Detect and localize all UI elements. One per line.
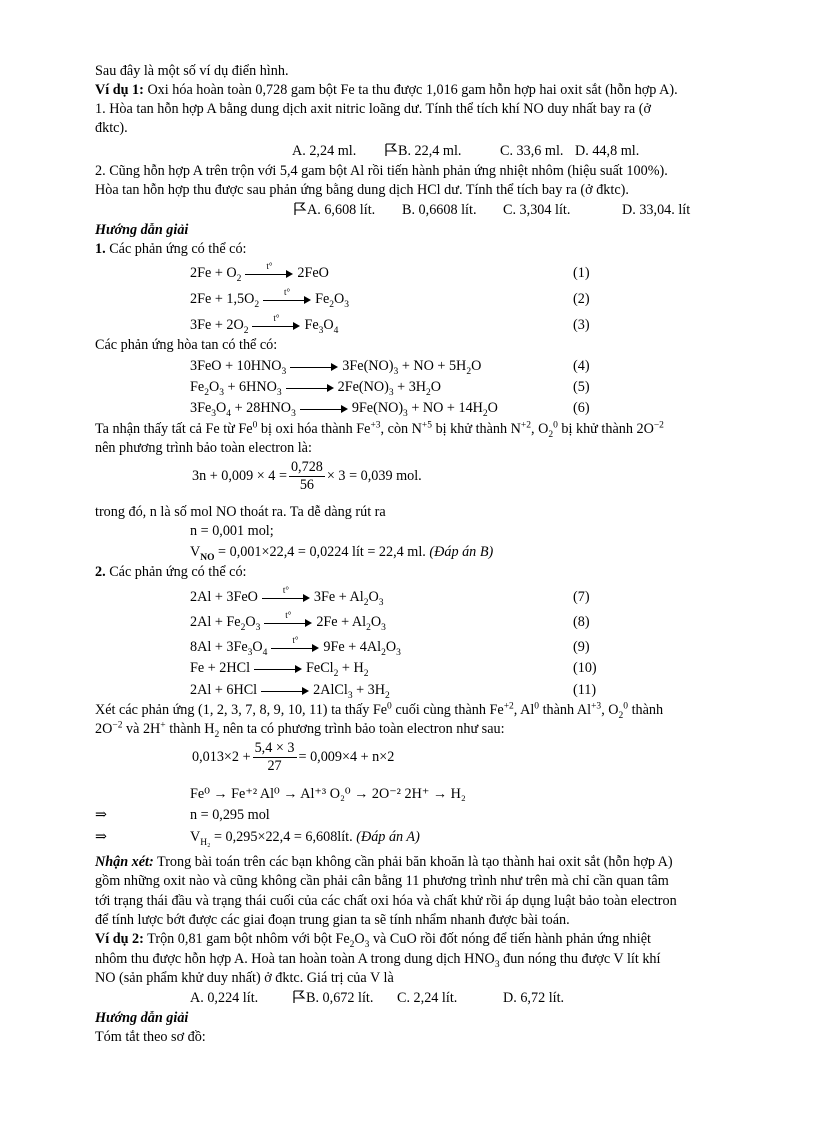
implies-symbol: ⇒: [95, 829, 107, 845]
example-2-line-1: Ví dụ 2: Trộn 0,81 gam bột nhôm với bột $Fe_2O_3$ và CuO rồi đốt nóng để tiến hành phản ứng nhiệt: [95, 931, 651, 950]
fraction: $\frac{5,4 \times 3}{27}$: [254, 740, 295, 774]
reaction-number: (3): [573, 317, 590, 333]
arrow-icon: t°: [245, 269, 293, 279]
section-heading: Hướng dẫn giải: [95, 222, 189, 238]
example-2-line-2: nhôm thu được hỗn hợp A. Hoà tan hoàn toàn A trong dung dịch $HNO_3$ đun nóng thu được V lít khí: [95, 951, 661, 970]
equation-2: 0,013×2 + $\frac{5,4 \times 3}{27}$ = 0,009×4 + n×2: [192, 740, 395, 774]
intro-line: Sau đây là một số ví dụ điển hình.: [95, 63, 289, 79]
answer-option-a: A. 6,608 lít.: [293, 201, 375, 219]
answer-option-c: C. 33,6 ml.: [500, 143, 564, 159]
question-1-line-2: đktc).: [95, 120, 128, 136]
answer-option-b: B. 0,672 lít.: [292, 989, 373, 1007]
electron-note-2-line-2: $2O^{-2}$ và 2H+ thành $H_2$ nên ta có phương trình bảo toàn electron như sau:: [95, 720, 505, 740]
answer-option-b: B. 22,4 ml.: [384, 142, 461, 160]
example-1-label: Ví dụ 1:: [95, 82, 144, 98]
arrow-icon: t°: [264, 618, 312, 628]
arrow-icon: [286, 383, 334, 393]
reaction-8: $2Al + Fe_2O_3$ t° $2Fe + Al_2O_3$: [190, 609, 386, 633]
arrow-icon: [300, 404, 348, 414]
fraction: $\frac{0,728}{56}$: [290, 459, 323, 493]
example-2-line-3: NO (sản phẩm khử duy nhất) ở đktc. Giá trị của V là: [95, 970, 394, 986]
answer-option-c: C. 3,304 lít.: [503, 202, 571, 218]
reaction-10: Fe + 2HCl FeCl$_2$ + $H_2$: [190, 660, 369, 679]
reaction-number: (9): [573, 639, 590, 655]
question-2-line-1: 2. Cũng hỗn hợp A trên trộn với 5,4 gam bột Al rồi tiến hành phản ứng nhiệt nhôm (hiệu suất 100%).: [95, 163, 668, 179]
flag-icon: [384, 143, 398, 156]
arrow-icon: t°: [252, 321, 300, 331]
electron-note-line-2: nên phương trình bảo toàn electron là:: [95, 440, 312, 456]
reaction-number: (7): [573, 589, 590, 605]
flag-icon: [292, 990, 306, 1003]
remark-line-3: tới trạng thái đầu và trạng thái cuối của các chất oxi hóa và chất khử rồi áp dụng luật bảo toàn electron: [95, 893, 677, 909]
reaction-6: $3Fe_3O_4 + 28HNO_3$ $9Fe(NO)_3$ + NO + $14H_2O$: [190, 400, 498, 419]
implies-symbol: ⇒: [95, 807, 107, 823]
equation-1: 3n + 0,009 × 4 = $\frac{0,728}{56}$ × 3 = 0,039 mol.: [192, 459, 422, 493]
volume-line-1: $V_{NO} = 0,001\times 22,4 = 0,0224$ lít = 22,4 ml. (Đáp án B): [190, 544, 494, 563]
remark-line-2: gồm những oxit nào và cũng không cần phải cân bằng 11 phương trình như trên mà chỉ cần quan tâm: [95, 873, 669, 889]
question-1-line-1: 1. Hòa tan hỗn hợp A bằng dung dịch axit nitric loãng dư. Tính thể tích khí NO duy nhất bay ra (ở: [95, 101, 651, 117]
n-value-line: n = 0,295 mol: [190, 807, 270, 823]
reaction-2: $2Fe + 1,5O_2$ t° $Fe_2O_3$: [190, 286, 350, 310]
example-1-line: Ví dụ 1: Oxi hóa hoàn toàn 0,728 gam bột Fe ta thu được 1,016 gam hỗn hợp hai oxit sắt (hỗn hợp A).: [95, 82, 678, 98]
answer-option-b: B. 0,6608 lít.: [402, 202, 477, 218]
answer-option-d: D. 33,04. lít: [622, 202, 691, 218]
reaction-1: $2Fe + O_2$ t° 2FeO: [190, 260, 329, 284]
n-value-line: n = 0,001 mol;: [190, 523, 274, 539]
flag-icon: [293, 202, 307, 215]
part-1-heading: 1. Các phản ứng có thể có:: [95, 241, 247, 257]
arrow-icon: [254, 664, 302, 674]
question-2-line-2: Hòa tan hỗn hợp thu được sau phản ứng bằng dung dịch HCl dư. Tính thể tích bay ra (ở đktc).: [95, 182, 629, 198]
reaction-number: (4): [573, 358, 590, 374]
arrow-icon: [261, 686, 309, 696]
reaction-5: $Fe_2O_3 + 6HNO_3$ $2Fe(NO)_3 + 3H_2O$: [190, 379, 442, 398]
arrow-icon: t°: [271, 643, 319, 653]
answer-option-c: C. 2,24 lít.: [397, 990, 458, 1006]
reaction-11: 2Al + 6HCl 2AlCl$_3$ + $3H_2$: [190, 682, 390, 701]
part-2-heading: 2. Các phản ứng có thể có:: [95, 564, 247, 580]
dissolution-heading: Các phản ứng hòa tan có thể có:: [95, 337, 278, 353]
arrow-icon: t°: [263, 295, 311, 305]
reaction-number: (5): [573, 379, 590, 395]
reaction-number: (6): [573, 400, 590, 416]
reaction-3: $3Fe + 2O_2$ t° $Fe_3O_4$: [190, 312, 339, 336]
answer-option-a: A. 2,24 ml.: [292, 143, 357, 159]
reaction-4: $3FeO + 10HNO_3$ $3Fe(NO)_3$ + NO + $5H_2O$: [190, 358, 482, 377]
half-reactions: Fe⁰ → Fe⁺² Al⁰ → Al⁺³ O₂⁰ → 2O⁻² 2H⁺ → H₂: [190, 786, 466, 802]
remark-line-1: Nhận xét: Trong bài toán trên các bạn không cần phải băn khoăn là tạo thành hai oxit sắt (hỗn hợp A): [95, 854, 673, 870]
reaction-number: (1): [573, 265, 590, 281]
arrow-icon: t°: [262, 593, 310, 603]
answer-option-d: D. 44,8 ml.: [575, 143, 640, 159]
answer-option-d: D. 6,72 lít.: [503, 990, 565, 1006]
where-line: trong đó, n là số mol NO thoát ra. Ta dễ dàng rút ra: [95, 504, 386, 520]
reaction-7: 2Al + 3FeO t° $3Fe + Al_2O_3$: [190, 584, 384, 608]
reaction-number: (11): [573, 682, 597, 698]
remark-line-4: để tính lược bớt được các giai đoạn trung gian ta sẽ tính nhẩm nhanh được bài toán.: [95, 912, 570, 928]
reaction-number: (2): [573, 291, 590, 307]
electron-note-2-line-1: Xét các phản ứng (1, 2, 3, 7, 8, 9, 10, 11) ta thấy Fe$^0$ cuối cùng thành $Fe^{+2}$, Al$^0$ thành $Al^{+3}$, $O_2^0$ thành: [95, 701, 664, 721]
arrow-icon: [290, 362, 338, 372]
volume-line-2: $V_{H_2} = 0,295\times 22,4$ = 6,608lít. (Đáp án A): [190, 829, 420, 848]
reaction-number: (10): [573, 660, 597, 676]
reaction-number: (8): [573, 614, 590, 630]
answer-option-a: A. 0,224 lít.: [190, 990, 259, 1006]
reaction-9: $8Al + 3Fe_3O_4$ t° $9Fe + 4Al_2O_3$: [190, 634, 401, 658]
electron-note-line-1: Ta nhận thấy tất cả Fe từ Fe$^0$ bị oxi hóa thành $Fe^{+3}$, còn $N^{+5}$ bị khử thành $N^{+2}$, $O_2^0$ bị khử thành $2O^{-2}$: [95, 420, 664, 440]
summary-line: Tóm tắt theo sơ đồ:: [95, 1029, 206, 1045]
section-heading: Hướng dẫn giải: [95, 1010, 189, 1026]
